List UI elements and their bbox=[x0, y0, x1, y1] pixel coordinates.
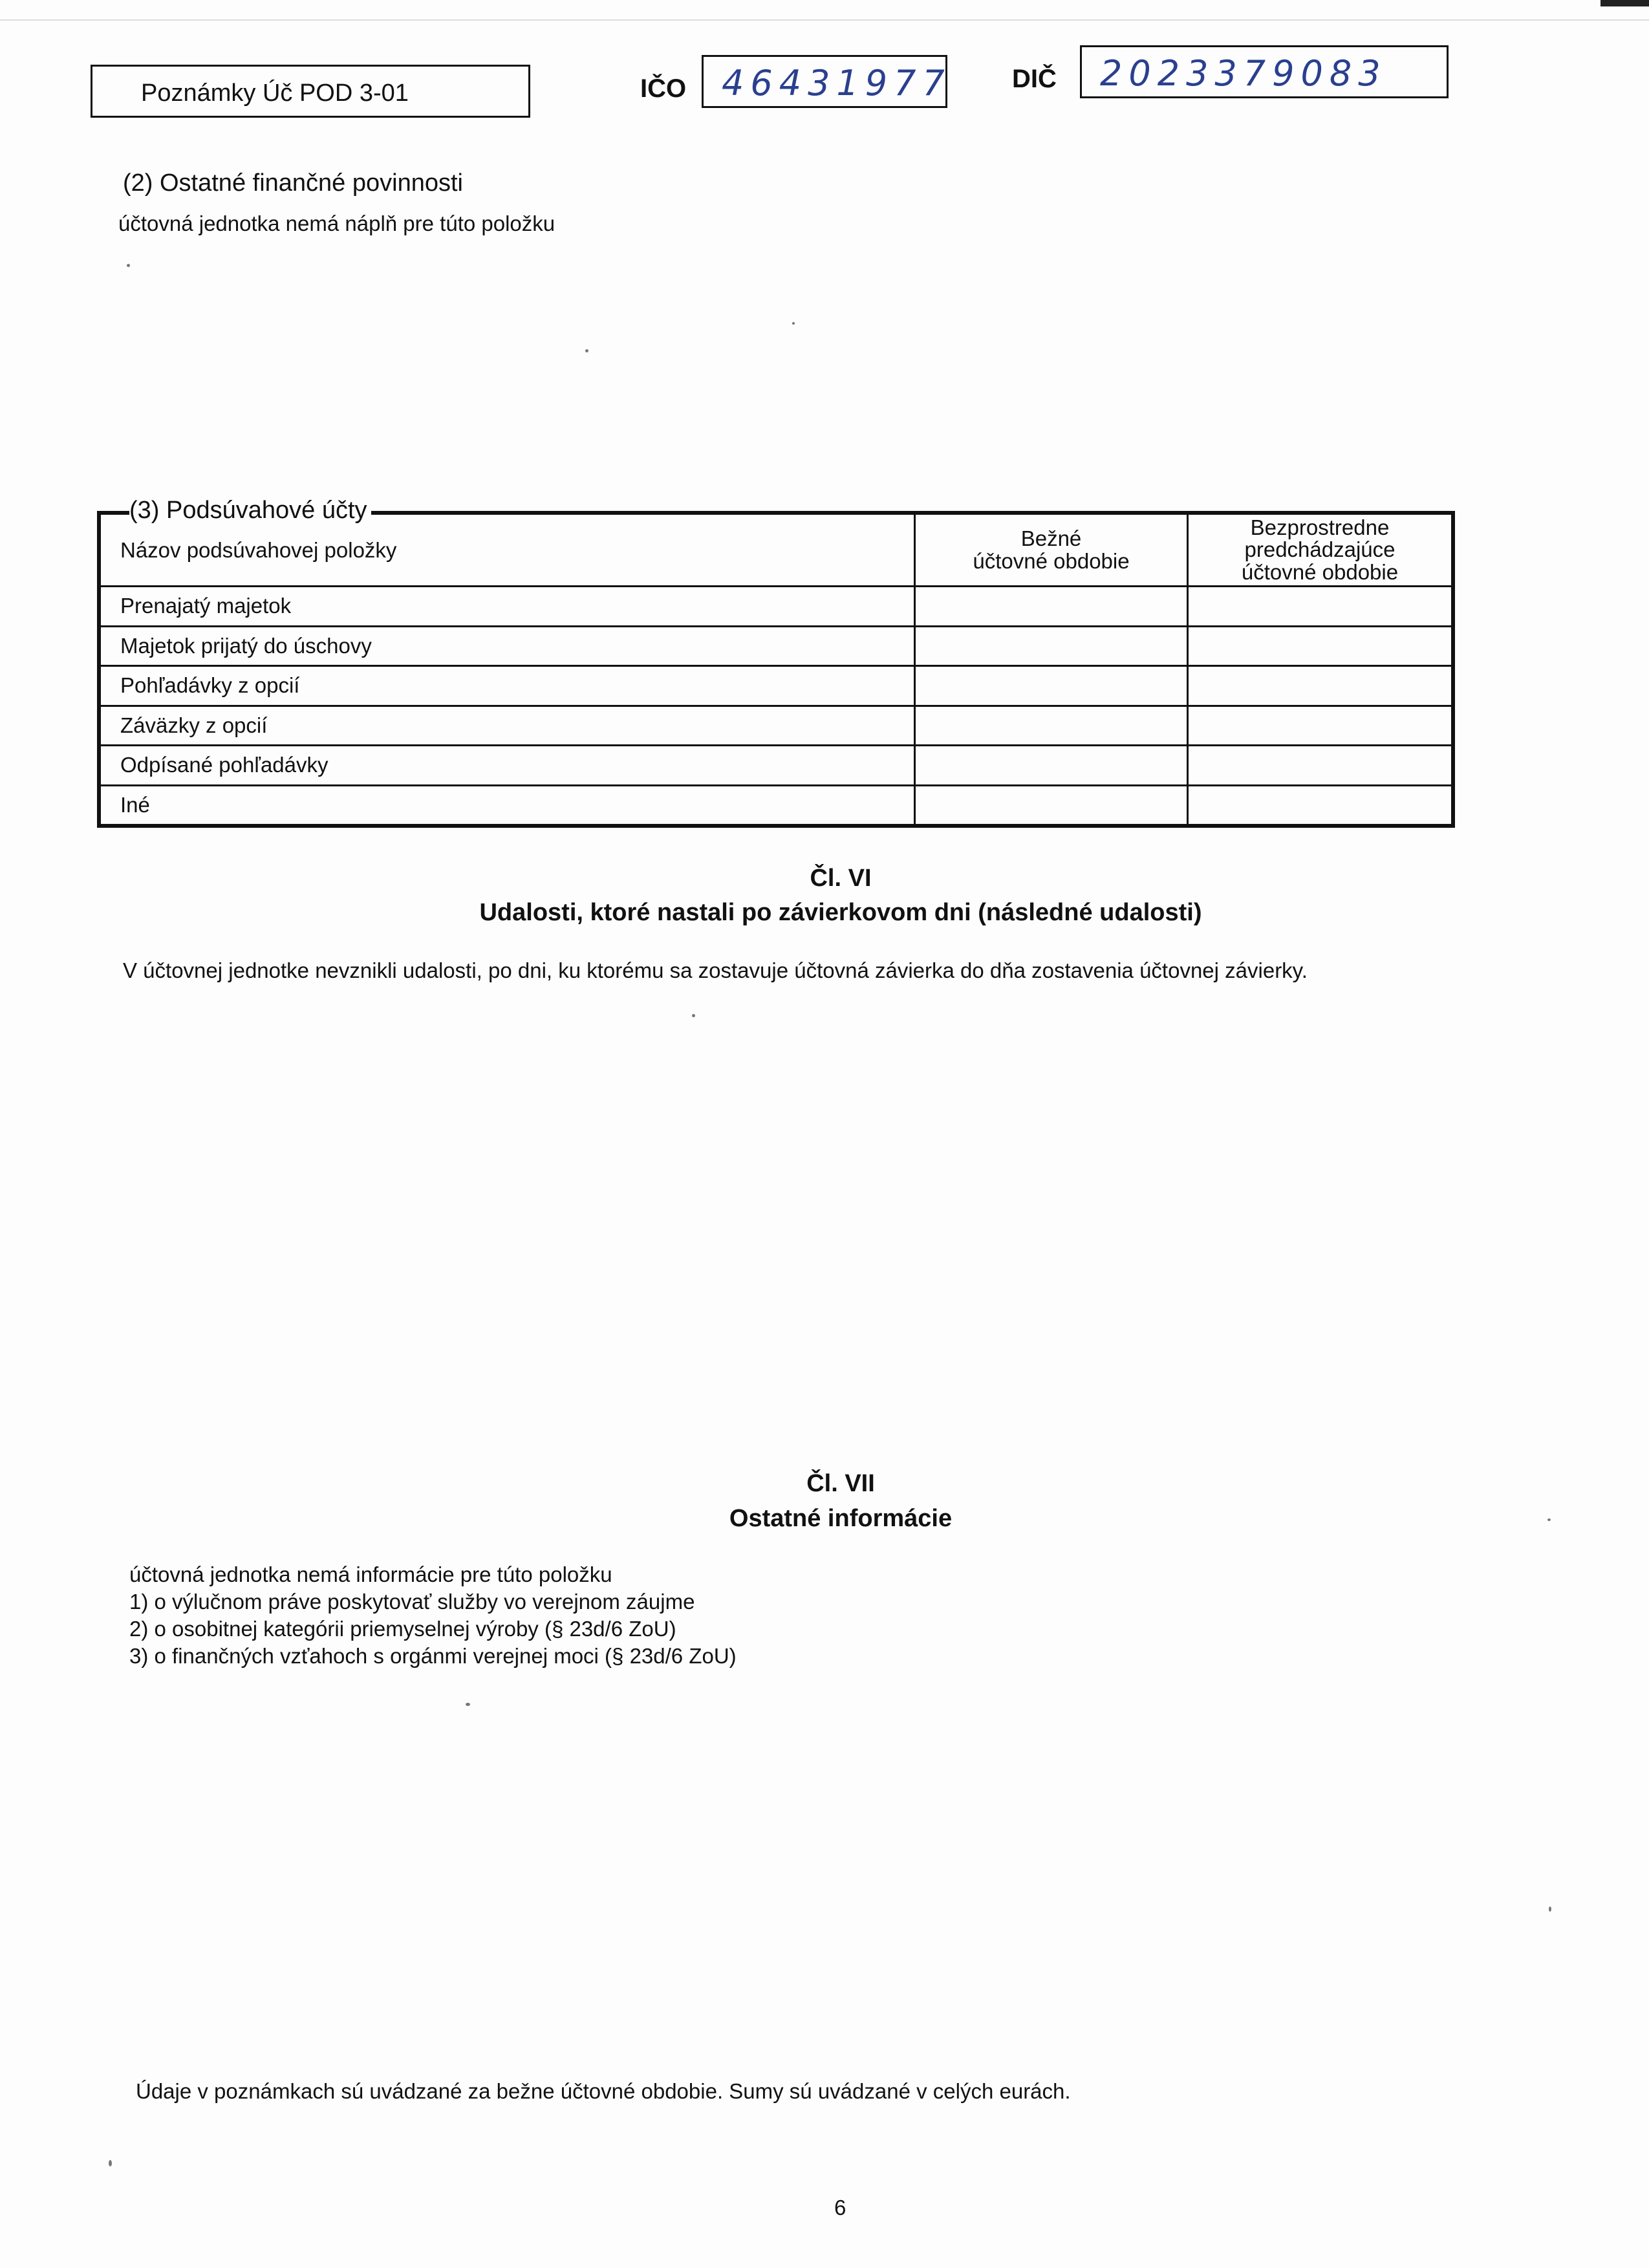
dic-field bbox=[1080, 45, 1449, 98]
row-previous bbox=[1188, 666, 1452, 706]
table-row bbox=[100, 785, 1452, 825]
article7-list bbox=[129, 1561, 737, 1670]
off-balance-table bbox=[97, 511, 1455, 828]
row-previous bbox=[1188, 626, 1452, 666]
row-name: Odpísané pohľadávky bbox=[100, 746, 915, 786]
row-name: Majetok prijatý do úschovy bbox=[100, 626, 915, 666]
ico-field bbox=[702, 55, 951, 108]
page-number: 6 bbox=[834, 2196, 846, 2219]
scan-speck bbox=[466, 1703, 470, 1706]
row-name: Prenajatý majetok bbox=[100, 587, 915, 627]
dic-label: DIČ bbox=[1012, 65, 1057, 93]
table-row bbox=[100, 666, 1452, 706]
article7-number: Čl. VII bbox=[806, 1470, 875, 1497]
scan-speck bbox=[127, 264, 130, 267]
scan-speck bbox=[1549, 1906, 1551, 1912]
scan-speck bbox=[692, 1014, 695, 1017]
article7-line: 2) o osobitnej kategórii priemyselnej výroby (§ 23d/6 ZoU) bbox=[129, 1617, 676, 1641]
scan-speck bbox=[585, 349, 588, 352]
row-previous bbox=[1188, 587, 1452, 627]
ico-value: 46431977 bbox=[722, 63, 951, 103]
row-previous bbox=[1188, 746, 1452, 786]
article7-line: účtovná jednotka nemá informácie pre túto položku bbox=[129, 1562, 612, 1586]
row-name: Pohľadávky z opcií bbox=[100, 666, 915, 706]
scan-speck bbox=[792, 322, 795, 325]
scan-edge-line bbox=[0, 19, 1649, 21]
scan-speck bbox=[109, 2160, 112, 2166]
section3-heading: (3) Podsúvahové účty bbox=[129, 497, 371, 524]
dic-value: 2023379083 bbox=[1100, 53, 1387, 94]
article7-title: Ostatné informácie bbox=[729, 1505, 953, 1532]
section2-heading: (2) Ostatné finančné povinnosti bbox=[123, 169, 463, 197]
col-header-current: Bežné účtovné obdobie bbox=[915, 514, 1188, 587]
row-previous bbox=[1188, 785, 1452, 825]
row-current bbox=[915, 746, 1188, 786]
row-name: Záväzky z opcií bbox=[100, 706, 915, 746]
scan-corner-mark bbox=[1600, 0, 1649, 6]
row-name: Iné bbox=[100, 785, 915, 825]
section2-note: účtovná jednotka nemá náplň pre túto položku bbox=[118, 211, 555, 235]
row-current bbox=[915, 785, 1188, 825]
ico-label: IČO bbox=[640, 74, 687, 103]
row-current bbox=[915, 626, 1188, 666]
table-row bbox=[100, 626, 1452, 666]
form-title-box bbox=[91, 65, 530, 118]
table-header-row bbox=[100, 514, 1452, 587]
table-row bbox=[100, 587, 1452, 627]
row-previous bbox=[1188, 706, 1452, 746]
form-title: Poznámky Úč POD 3-01 bbox=[141, 80, 409, 107]
footer-note: Údaje v poznámkach sú uvádzané za bežne účtovné obdobie. Sumy sú uvádzané v celých eurách. bbox=[136, 2079, 1071, 2103]
row-current bbox=[915, 706, 1188, 746]
table-row bbox=[100, 706, 1452, 746]
article6-text: V účtovnej jednotke nevznikli udalosti, po dni, ku ktorému sa zostavuje účtovná závierka do dňa zostavenia účtovnej závierky. bbox=[123, 958, 1308, 982]
row-current bbox=[915, 666, 1188, 706]
article7-line: 1) o výlučnom práve poskytovať služby vo verejnom záujme bbox=[129, 1590, 695, 1614]
row-current bbox=[915, 587, 1188, 627]
scan-speck bbox=[1547, 1518, 1551, 1521]
article7-line: 3) o finančných vzťahoch s orgánmi verejnej moci (§ 23d/6 ZoU) bbox=[129, 1644, 737, 1668]
col-header-previous: Bezprostredne predchádzajúce účtovné obdobie bbox=[1188, 514, 1452, 587]
article6-number: Čl. VI bbox=[810, 865, 872, 892]
article6-title: Udalosti, ktoré nastali po závierkovom dni (následné udalosti) bbox=[479, 899, 1202, 926]
table-row bbox=[100, 746, 1452, 786]
col-header-name: Názov podsúvahovej položky bbox=[100, 514, 915, 587]
